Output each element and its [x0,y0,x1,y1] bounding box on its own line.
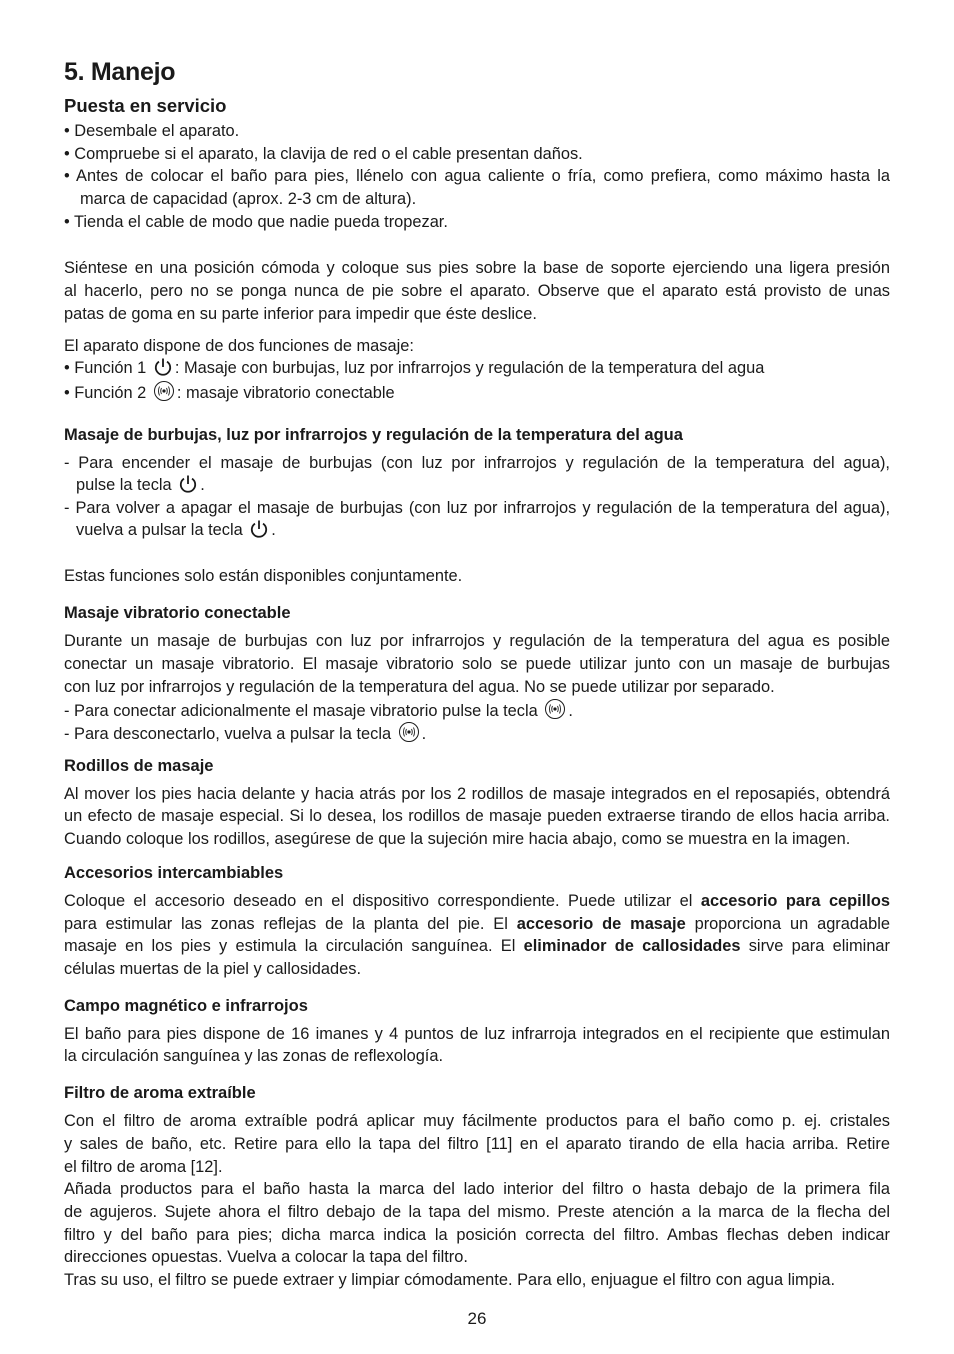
heading-accesorios: Accesorios intercambiables [64,864,284,882]
accesorios-line: masaje en los pies y estimula la circulación sanguínea. El eliminador de callosidades sirve para eliminar [64,937,891,955]
function-2-text: : masaje vibratorio conectable [176,384,395,402]
filtro-line: el filtro de aroma [12]. [64,1158,223,1176]
vibratorio-line: Durante un masaje de burbujas con luz por infrarrojos y regulación de la temperatura del agua es posible [64,632,890,650]
paragraph-line: Siéntese en una posición cómoda y coloque sus pies sobre la base de soporte ejerciendo una ligera presión [64,259,890,277]
heading-filtro: Filtro de aroma extraíble [64,1084,256,1102]
filtro-line: Añada productos para el baño hasta la marca del lado interior del filtro o hasta debajo de la primera fila [64,1180,890,1198]
filtro-line: filtro y del baño para pies; dicha marca indica la posición correcta del filtro. Ambas flechas deben indicar [64,1226,890,1244]
function-1-text: : Masaje con burbujas, luz por infrarrojos y regulación de la temperatura del agua [174,359,765,377]
heading-puesta: Puesta en servicio [64,95,227,116]
page-number: 26 [467,1309,487,1328]
vibration-icon [398,721,420,743]
power-icon [153,357,173,377]
bullet-3: • Antes de colocar el baño para pies, llénelo con agua caliente o fría, como prefiera, como máximo hasta la [64,167,890,185]
vibration-icon [153,380,175,402]
rodillos-line: Al mover los pies hacia delante y hacia atrás por los 2 rodillos de masaje integrados en el reposapiés, obtendrá [64,785,890,803]
bullet-4: • Tienda el cable de modo que nadie pueda tropezar. [64,213,448,231]
rodillos-line: un efecto de masaje especial. Si lo desea, los rodillos de masaje pueden extraerse tirando de ellos hacia arriba. [64,807,890,825]
vibratorio-line: - Para desconectarlo, vuelva a pulsar la tecla . [64,721,426,746]
vibratorio-line: - Para conectar adicionalmente el masaje vibratorio pulse la tecla . [64,698,573,723]
campo-line: la circulación sanguínea y las zonas de reflexología. [64,1047,444,1065]
campo-line: El baño para pies dispone de 16 imanes y 4 puntos de luz infrarroja integrados en el recipiente que estimulan [64,1025,890,1043]
eliminador-callosidades: eliminador de callosidades [523,937,741,955]
paragraph-line: patas de goma en su parte inferior para impedir que éste deslice. [64,305,537,323]
paragraph-line: El aparato dispone de dos funciones de masaje: [64,337,414,355]
function-1-label: • Función 1 [64,359,147,377]
filtro-line: Tras su uso, el filtro se puede extraer y limpiar cómodamente. Para ello, enjuague el filtro con agua limpia. [64,1271,836,1289]
accesorio-cepillos: accesorio para cepillos [700,892,890,910]
power-icon [178,474,198,494]
function-2-label: • Función 2 [64,384,147,402]
rodillos-line: Cuando coloque los rodillos, asegúrese de que la sujeción mire hacia abajo, como se muestra en la imagen. [64,830,851,848]
filtro-line: de agujeros. Sujete ahora el filtro debajo de la tapa del mismo. Preste atención a la marca de la flecha del [64,1203,890,1221]
accesorio-masaje: accesorio de masaje [516,915,686,933]
filtro-line: Con el filtro de aroma extraíble podrá aplicar muy fácilmente productos para el baño como p. ej. cristales [64,1112,890,1130]
burbujas-text: vuelva a pulsar la tecla [76,521,243,539]
paragraph-line: al hacerlo, pero no se ponga nunca de pie sobre el aparato. Observe que el aparato está provisto de unas [64,282,890,300]
heading-campo: Campo magnético e infrarrojos [64,997,308,1015]
burbujas-line: - Para volver a apagar el masaje de burbujas (con luz por infrarrojos y regulación de la temperatura del agua), [64,499,890,517]
burbujas-line-cont: pulse la tecla . [76,476,205,494]
vibration-icon [544,698,566,720]
heading-rodillos: Rodillos de masaje [64,757,214,775]
accesorios-line: para estimular las zonas reflejas de la planta del pie. El accesorio de masaje proporciona un agradable [64,915,890,933]
heading-burbujas: Masaje de burbujas, luz por infrarrojos y regulación de la temperatura del agua [64,426,683,444]
burbujas-line: - Para encender el masaje de burbujas (con luz por infrarrojos y regulación de la temperatura del agua), [64,454,890,472]
vibratorio-line: conectar un masaje vibratorio. El masaje vibratorio solo se puede utilizar junto con un masaje de burbujas [64,655,890,673]
burbujas-text: pulse la tecla [76,476,172,494]
bullet-1: • Desembale el aparato. [64,122,240,140]
burbujas-note: Estas funciones solo están disponibles conjuntamente. [64,567,463,585]
power-icon [249,519,269,539]
heading-vibratorio: Masaje vibratorio conectable [64,604,291,622]
vibratorio-line: con luz por infrarrojos y regulación de la temperatura del agua. No se puede utilizar por separado. [64,678,775,696]
vibratorio-text: - Para conectar adicionalmente el masaje vibratorio pulse la tecla [64,702,538,720]
vibratorio-text: - Para desconectarlo, vuelva a pulsar la tecla [64,725,392,743]
accesorios-line: Coloque el accesorio deseado en el dispositivo correspondiente. Puede utilizar el accesorio para cepillos [64,892,890,910]
filtro-line: direcciones opuestas. Vuelva a colocar la tapa del filtro. [64,1248,468,1266]
function-1-line [64,357,764,380]
page-title: 5. Manejo [64,58,176,86]
bullet-2: • Compruebe si el aparato, la clavija de red o el cable presentan daños. [64,145,583,163]
accesorios-line: células muertas de la piel y callosidades. [64,960,362,978]
burbujas-line-cont: vuelva a pulsar la tecla . [76,521,276,539]
filtro-line: y sales de baño, etc. Retire para ello la tapa del filtro [11] en el aparato tirando de ella hacia arriba. Retire [64,1135,890,1153]
bullet-3-cont: marca de capacidad (aprox. 2-3 cm de altura). [80,190,417,208]
function-2-line [64,380,395,405]
